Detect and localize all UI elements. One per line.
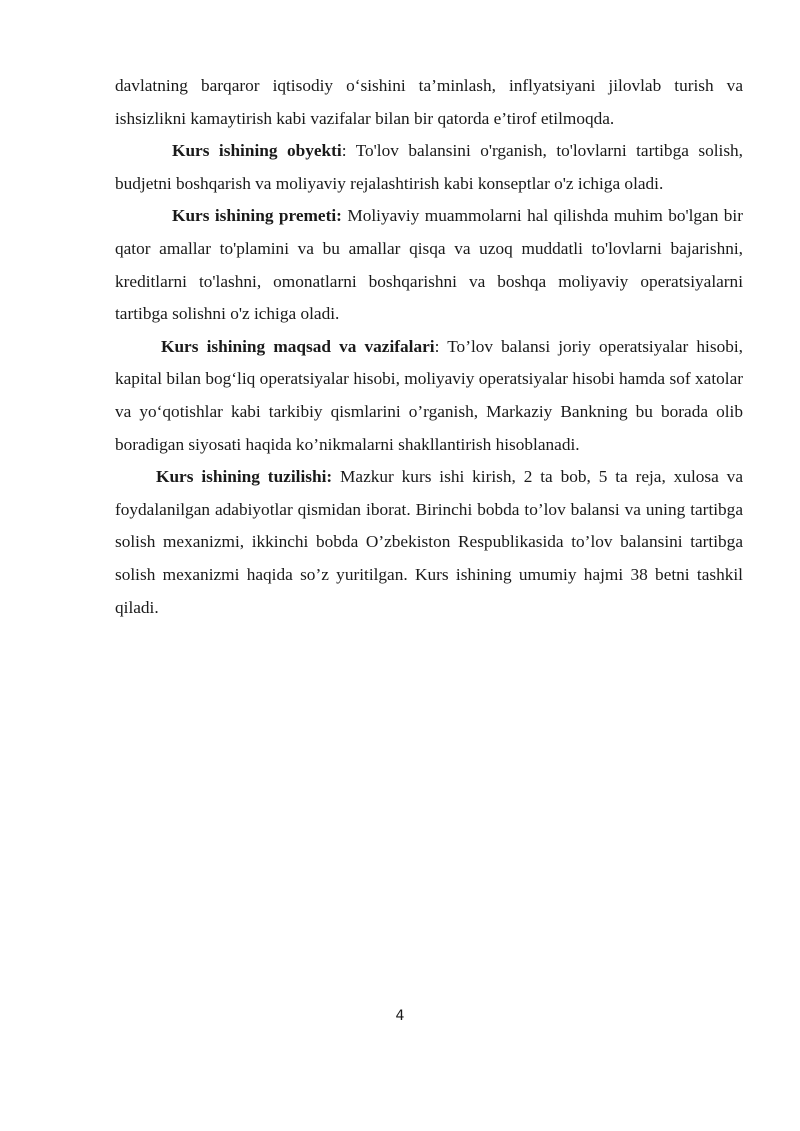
paragraph-text: davlatning barqaror iqtisodiy o‘sishini ta’minlash, inflyatsiyani jilovlab turish va ishsizlikni kamaytirish kabi vazifalar bilan bir qatorda e’tirof etilmoqda. [115,76,743,128]
paragraph-maqsad [115,331,743,461]
paragraph-heading: Kurs ishining maqsad va vazifalari [161,336,435,356]
paragraph-obyekt [115,135,743,200]
page-number: 4 [395,1008,405,1024]
paragraph-text: Mazkur kurs ishi kirish, 2 ta bob, 5 ta reja, xulosa va foydalanilgan adabiyotlar qismidan iborat. Birinchi bobda to’lov balansi va uning tartibga solish mexanizmi, ikkinchi bobda O’zbekiston Respublikasida to’lov balansini tartibga solish mexanizmi haqida so’z yuritilgan. Kurs ishining umumiy hajmi 38 betni tashkil qiladi. [115,467,743,617]
paragraph-tuzilishi [115,461,743,624]
paragraph-heading: Kurs ishining obyekti [172,141,342,161]
paragraph-text: : To'lov balansini o'rganish, to'lovlarni tartibga solish, budjetni boshqarish va moliyaviy rejalashtirish kabi konseptlar o'z ichiga oladi. [115,141,744,193]
paragraph-text: Moliyaviy muammolarni hal qilishda muhim bo'lgan bir qator amallar to'plamini va bu amallar qisqa va uzoq muddatli to'lovlarni bajarishni, kreditlarni to'lashni, omonatlarni boshqarishni va boshqa moliyaviy operatsiyalarni tartibga solishni o'z ichiga oladi. [115,206,743,324]
paragraph-text: : To’lov balansi joriy operatsiyalar hisobi, kapital bilan bog‘liq operatsiyalar hisobi, moliyaviy operatsiyalar hisobi hamda sof xatolar va yo‘qotishlar kabi tarkibiy qismlarini o’rganish, Markaziy Bankning bu borada olib boradigan siyosati haqida ko’nikmalarni shakllantirish hisoblanadi. [115,336,743,454]
paragraph-intro-continuation [115,70,743,135]
page-body [115,70,743,624]
paragraph-heading: Kurs ishining premeti: [172,206,342,226]
paragraph-premet [115,200,743,330]
paragraph-heading: Kurs ishining tuzilishi: [156,467,333,487]
